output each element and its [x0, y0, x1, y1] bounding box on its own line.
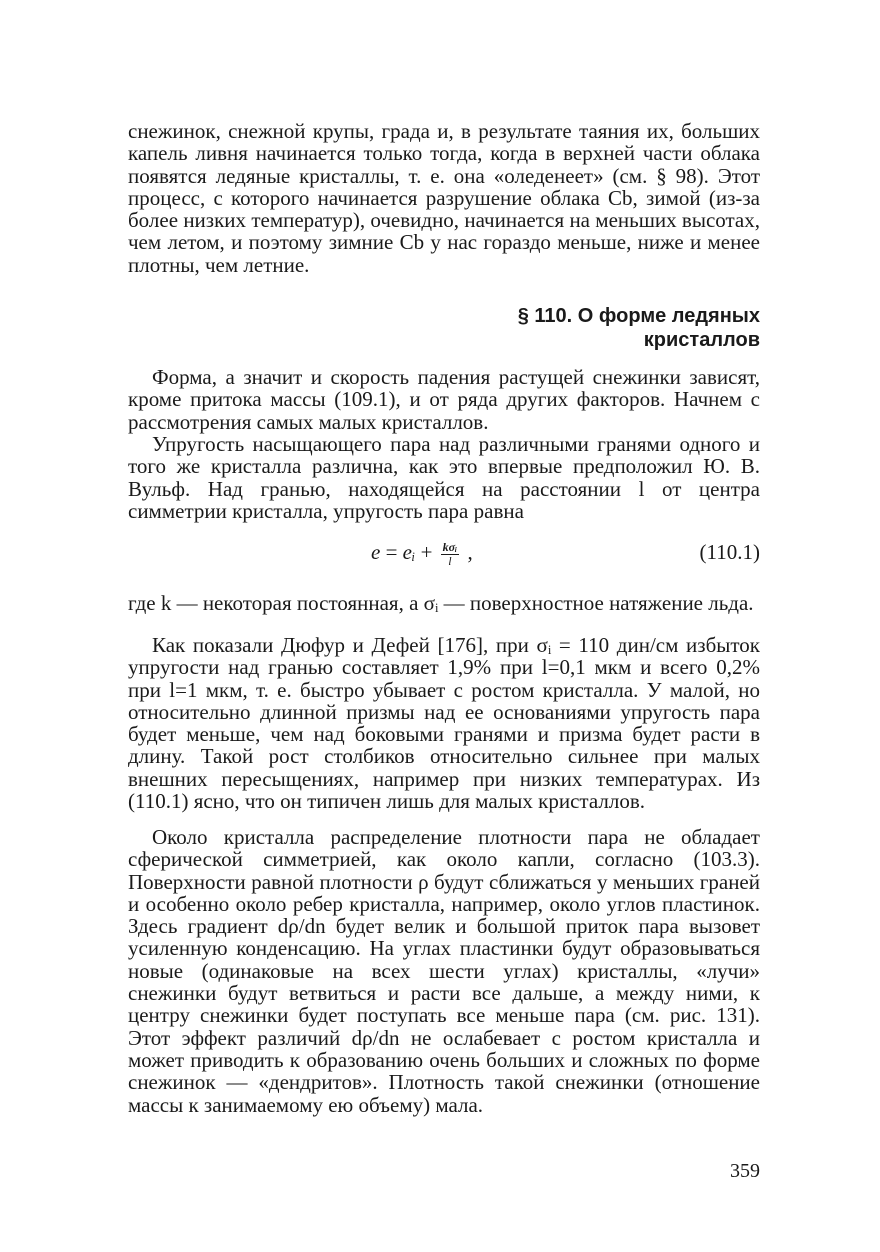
paragraph-vapor-pressure-block — [128, 433, 760, 522]
equation-110-1 — [128, 530, 760, 570]
paragraph-dufour-block — [128, 634, 760, 812]
formula-denominator: l — [448, 553, 452, 568]
paragraph-density: Около кристалла распределение плотности пара не обладает сферической симметрией, как около капли, согласно (103.3). Поверхности равной плотности ρ будут сближаться у меньших граней и особенно около ребер кристалла, например, около углов пластинок. Здесь градиент dρ/dn будет велик и большой приток пара вызовет усиленную конденсацию. На углах пластинки будут образовываться новые (одинаковые на всех шести углах) кристаллы, «лучи» снежинки будут ветвиться и расти все дальше, а между ними, к центру снежинки будет поступать все меньше пара (см. рис. 131). Этот эффект различий dρ/dn не ослабевает с ростом кристалла и может приводить к образованию очень больших и сложных по форме снежинок — «дендритов». Плотность такой снежинки (отношение массы к занимаемому ею объему) мала. — [128, 825, 760, 1117]
intro-paragraph: снежинок, снежной крупы, града и, в результате таяния их, больших капель ливня начинается только тогда, когда в верхней части облака появятся ледяные кристаллы, т. е. она «оледенеет» (см. § 98). Этот процесс, с которого начинается разрушение облака Cb, зимой (из-за более низких температур), очевидно, начинается на меньших высотах, чем летом, и поэтому зимние Cb у нас гораздо меньше, ниже и менее плотны, чем летние. — [128, 119, 760, 277]
formula — [371, 540, 473, 568]
formula-ei: eᵢ — [402, 540, 416, 564]
formula-plus: + — [420, 540, 433, 564]
section-heading-line2: кристаллов — [643, 329, 760, 351]
page-number: 359 — [730, 1160, 760, 1182]
intro-paragraph-block — [128, 120, 760, 276]
paragraph-form: Форма, а значит и скорость падения растущей снежинки зависят, кроме притока массы (109.1), и от ряда других факторов. Начнем с рассмотрения самых малых кристаллов. — [128, 365, 760, 434]
section-heading — [460, 304, 760, 352]
formula-trail: , — [467, 540, 473, 564]
paragraph-density-block — [128, 826, 760, 1116]
formula-numerator: kσᵢ — [442, 539, 458, 554]
formula-fraction — [441, 541, 460, 568]
paragraph-vapor-pressure: Упругость насыщающего пара над различными гранями одного и того же кристалла различна, как это впервые предположил Ю. В. Вульф. Над гранью, находящейся на расстоянии l от центра симметрии кристалла, упругость пара равна — [128, 432, 760, 523]
paragraph-dufour: Как показали Дюфур и Дефей [176], при σᵢ = 110 дин/см избыток упругости над гранью составляет 1,9% при l=0,1 мкм и всего 0,2% при l=1 мкм, т. е. быстро убывает с ростом кристалла. У малой, но относительно длинной призмы над ее основаниями упругость пара будет меньше, чем над боковыми гранями и призма будет расти в длину. Такой рост столбиков относительно сильнее при малых внешних пересыщениях, например при низких температурах. Из (110.1) ясно, что он типичен лишь для малых кристаллов. — [128, 633, 760, 814]
paragraph-where: где k — некоторая постоянная, а σᵢ — поверхностное натяжение льда. — [128, 591, 754, 615]
formula-lhs: e — [371, 540, 381, 564]
equation-number: (110.1) — [699, 540, 760, 564]
section-heading-line1: § 110. О форме ледяных — [517, 305, 760, 327]
formula-equals: = — [385, 540, 398, 564]
paragraph-form-block — [128, 366, 760, 433]
paragraph-where-block — [128, 592, 760, 614]
